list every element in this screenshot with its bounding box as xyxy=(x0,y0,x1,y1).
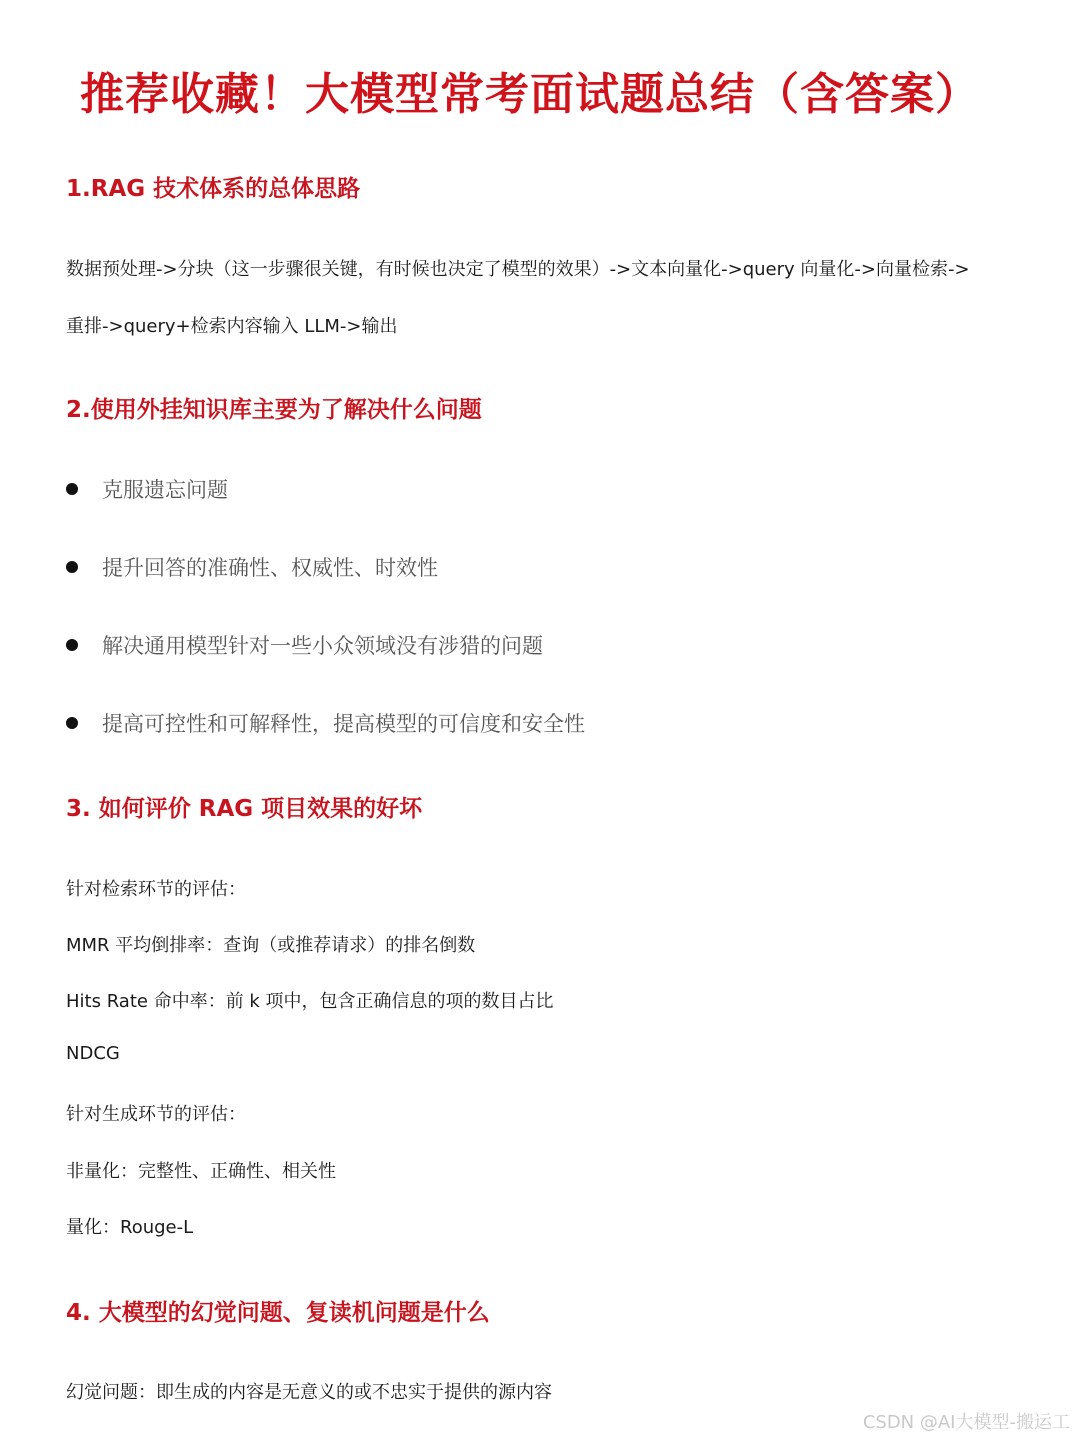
bullet-dot-icon xyxy=(66,561,78,573)
section-heading-knowledge-base: 2.使用外挂知识库主要为了解决什么问题 xyxy=(66,397,482,423)
section-text-line: MMR 平均倒排率：查询（或推荐请求）的排名倒数 xyxy=(66,935,476,956)
section-heading-rag-overview: 1.RAG 技术体系的总体思路 xyxy=(66,176,361,202)
section-text-line: 重排->query+检索内容输入 LLM->输出 xyxy=(66,316,398,337)
section-text-line: 量化：Rouge-L xyxy=(66,1217,194,1238)
bullet-item xyxy=(66,708,585,738)
bullet-item-label: 克服遗忘问题 xyxy=(102,478,228,502)
section-text-line: Hits Rate 命中率：前 k 项中，包含正确信息的项的数目占比 xyxy=(66,991,554,1012)
bullet-item-label: 提高可控性和可解释性，提高模型的可信度和安全性 xyxy=(102,712,585,736)
section-text-line: 针对生成环节的评估： xyxy=(66,1104,246,1125)
section-heading-hallucination: 4. 大模型的幻觉问题、复读机问题是什么 xyxy=(66,1300,490,1326)
bullet-item-label: 提升回答的准确性、权威性、时效性 xyxy=(102,556,438,580)
section-text-line: NDCG xyxy=(66,1043,120,1064)
section-text-line: 幻觉问题：即生成的内容是无意义的或不忠实于提供的源内容 xyxy=(66,1382,552,1403)
bullet-item xyxy=(66,630,543,660)
section-text-line: 非量化：完整性、正确性、相关性 xyxy=(66,1161,336,1182)
watermark: CSDN @AI大模型-搬运工 xyxy=(862,1412,1070,1433)
bullet-item xyxy=(66,552,438,582)
bullet-item xyxy=(66,474,228,504)
section-text-line: 数据预处理->分块（这一步骤很关键，有时候也决定了模型的效果）->文本向量化->query 向量化->向量检索-> xyxy=(66,259,970,280)
section-text-line: 针对检索环节的评估： xyxy=(66,879,246,900)
bullet-dot-icon xyxy=(66,717,78,729)
section-heading-rag-evaluation: 3. 如何评价 RAG 项目效果的好坏 xyxy=(66,796,423,822)
bullet-dot-icon xyxy=(66,483,78,495)
bullet-item-label: 解决通用模型针对一些小众领域没有涉猎的问题 xyxy=(102,634,543,658)
bullet-dot-icon xyxy=(66,639,78,651)
page-title: 推荐收藏！大模型常考面试题总结（含答案） xyxy=(80,69,980,120)
